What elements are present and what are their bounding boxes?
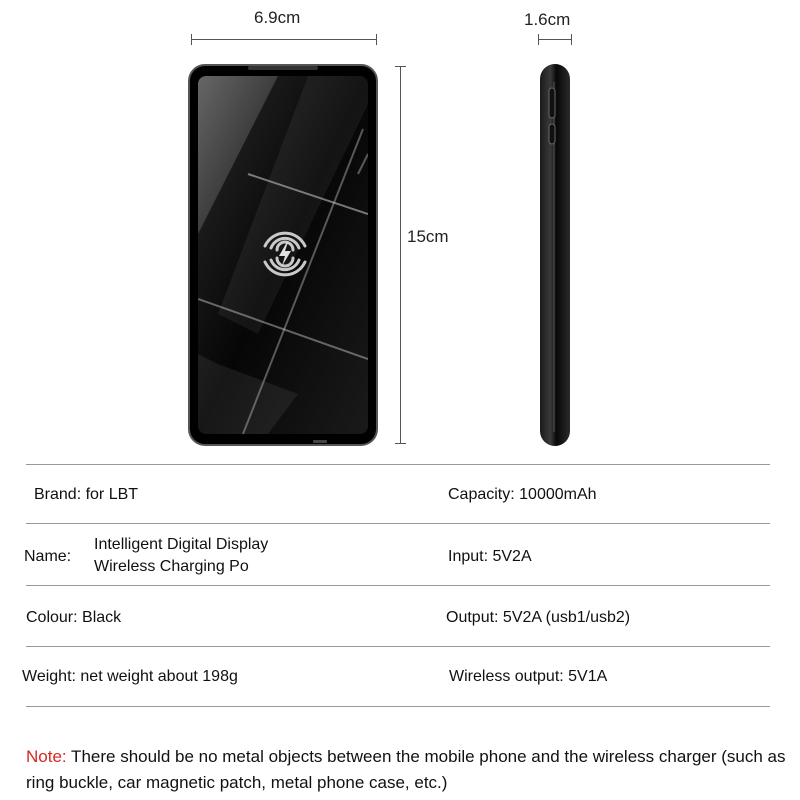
name-spec-label: Name: <box>24 548 72 565</box>
height-dimension-tick-bottom <box>395 443 406 444</box>
width-dimension-tick-left <box>191 34 192 45</box>
height-dimension-line <box>400 66 401 444</box>
note-label: Note: <box>26 747 67 766</box>
table-divider-top <box>26 464 770 465</box>
height-dimension-tick-top <box>395 66 406 67</box>
width-dimension-line <box>191 39 377 40</box>
wireless-output-spec: Wireless output: 5V1A <box>449 668 608 685</box>
colour-spec: Colour: Black <box>26 609 122 626</box>
brand-spec: Brand: for LBT <box>34 486 139 503</box>
note-text: There should be no metal objects between the mobile phone and the wireless charger (such as ring buckle, car magnetic patch, metal phone case, etc.) <box>26 747 786 792</box>
note-paragraph <box>26 744 786 796</box>
power-bank-side-image <box>536 62 576 448</box>
output-spec: Output: 5V2A (usb1/usb2) <box>446 609 631 626</box>
name-spec-line1: Intelligent Digital Display <box>94 536 269 553</box>
name-spec-line2: Wireless Charging Po <box>94 558 249 575</box>
width-dimension-tick-right <box>376 34 377 45</box>
table-divider-1 <box>26 523 770 524</box>
width-dimension-label: 6.9cm <box>254 8 301 27</box>
wireless-charging-icon <box>259 218 311 290</box>
table-divider-2 <box>26 585 770 586</box>
thickness-dimension-tick-right <box>571 34 572 45</box>
thickness-dimension-label: 1.6cm <box>524 10 571 29</box>
table-divider-bottom <box>26 706 770 707</box>
thickness-dimension-line <box>538 39 572 40</box>
table-divider-3 <box>26 646 770 647</box>
capacity-spec: Capacity: 10000mAh <box>448 486 597 503</box>
height-dimension-label: 15cm <box>407 227 449 246</box>
input-spec: Input: 5V2A <box>448 548 532 565</box>
weight-spec: Weight: net weight about 198g <box>22 668 238 685</box>
thickness-dimension-tick-left <box>538 34 539 45</box>
